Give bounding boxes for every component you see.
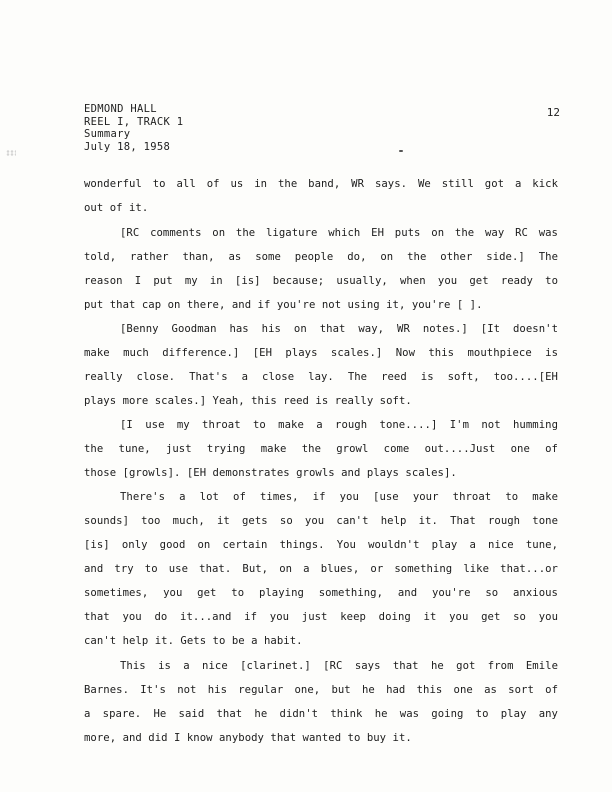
margin-smudge: [6, 150, 16, 156]
text-line: that you do it...and if you just keep doing it you get so you: [84, 611, 558, 623]
text-line: more, and did I know anybody that wanted to buy it.: [84, 732, 412, 744]
text-line: [Benny Goodman has his on that way, WR notes.] [It doesn't: [120, 323, 558, 335]
text-line: sounds] too much, it gets so you can't help it. That rough tone: [84, 515, 558, 527]
header-reel: REEL I, TRACK 1: [84, 115, 184, 128]
header-name: EDMOND HALL: [84, 103, 157, 115]
text-line: [is] only good on certain things. You wouldn't play a nice tune,: [84, 539, 558, 551]
text-line: put that cap on there, and if you're not using it, you're [ ].: [84, 299, 483, 311]
text-line: Barnes. It's not his regular one, but he had this one as sort of: [84, 684, 558, 696]
text-line: reason I put my in [is] because; usually, when you get ready to: [84, 275, 558, 287]
ink-speck: [399, 150, 403, 152]
text-line: plays more scales.] Yeah, this reed is really soft.: [84, 395, 412, 407]
text-line: This is a nice [clarinet.] [RC says that he got from Emile: [120, 660, 558, 672]
text-line: a spare. He said that he didn't think he was going to play any: [84, 708, 558, 720]
text-line: told, rather than, as some people do, on the other side.] The: [84, 251, 558, 263]
text-line: wonderful to all of us in the band, WR says. We still got a kick: [84, 178, 558, 190]
text-line: make much difference.] [EH plays scales.] Now this mouthpiece is: [84, 347, 558, 359]
text-line: out of it.: [84, 202, 149, 214]
text-line: [RC comments on the ligature which EH puts on the way RC was: [120, 227, 558, 239]
document-header: [84, 103, 183, 153]
text-line: There's a lot of times, if you [use your throat to make: [120, 491, 558, 503]
text-line: can't help it. Gets to be a habit.: [84, 635, 303, 647]
text-line: [I use my throat to make a rough tone....] I'm not humming: [120, 419, 558, 431]
text-line: really close. That's a close lay. The reed is soft, too....[EH: [84, 371, 558, 383]
text-line: and try to use that. But, on a blues, or something like that...or: [84, 563, 558, 575]
header-type: Summary: [84, 128, 131, 140]
header-date: July 18, 1958: [84, 140, 171, 153]
text-line: the tune, just trying make the growl come out....Just one of: [84, 443, 558, 455]
text-line: those [growls]. [EH demonstrates growls and plays scales].: [84, 467, 457, 479]
text-line: sometimes, you get to playing something, and you're so anxious: [84, 587, 558, 599]
page-number: 12: [546, 106, 560, 119]
